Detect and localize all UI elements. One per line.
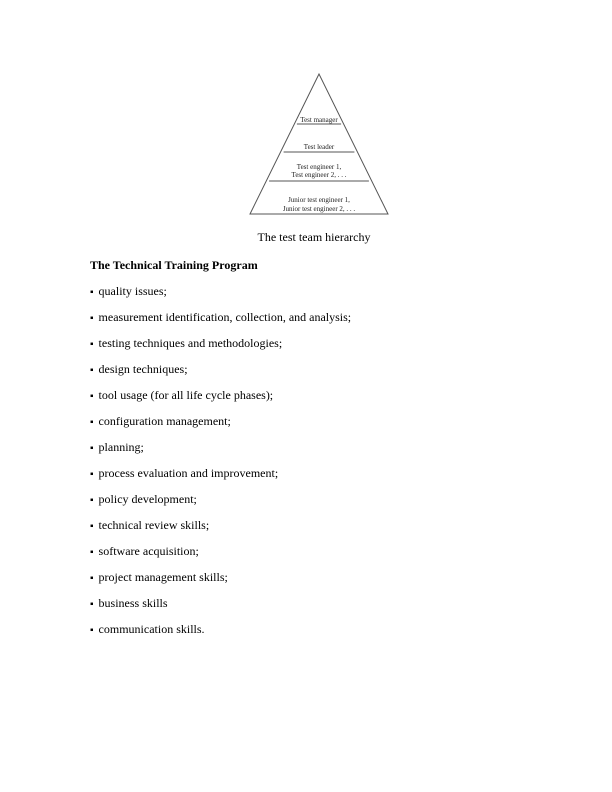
list-item-text: testing techniques and methodologies;: [98, 336, 283, 350]
bullet-icon: ▪: [90, 625, 94, 636]
list-item: [90, 465, 351, 491]
bullet-icon: ▪: [90, 521, 94, 532]
list-item: [90, 595, 351, 621]
bullet-icon: ▪: [90, 417, 94, 428]
bullet-icon: ▪: [90, 573, 94, 584]
list-item: [90, 517, 351, 543]
bullet-icon: ▪: [90, 547, 94, 558]
level-junior-engineer-line-2: Junior test engineer 2, . . .: [282, 205, 356, 213]
bullet-icon: ▪: [90, 495, 94, 506]
list-item-text: quality issues;: [98, 284, 167, 298]
list-item-text: technical review skills;: [98, 518, 210, 532]
list-item-text: configuration management;: [98, 414, 231, 428]
figure-caption: The test team hierarchy: [257, 230, 371, 244]
list-item-text: measurement identification, collection, and analysis;: [98, 310, 352, 324]
list-item-text: planning;: [98, 440, 144, 454]
list-item-text: software acquisition;: [98, 544, 199, 558]
team-hierarchy-pyramid: [247, 72, 391, 217]
pyramid-diagram: [247, 72, 391, 217]
list-item-text: design techniques;: [98, 362, 188, 376]
bullet-icon: ▪: [90, 443, 94, 454]
list-item-text: project management skills;: [98, 570, 228, 584]
list-item: [90, 283, 351, 309]
section-heading: The Technical Training Program: [90, 258, 258, 272]
list-item: [90, 361, 351, 387]
level-test-engineer-line-1: Test engineer 1,: [296, 163, 342, 171]
list-item-text: policy development;: [98, 492, 197, 506]
list-item: [90, 309, 351, 335]
level-junior-engineer-line-1: Junior test engineer 1,: [288, 196, 350, 204]
level-test-leader-label: Test leader: [303, 143, 335, 151]
level-test-manager-label: Test manager: [300, 116, 338, 124]
list-item-text: process evaluation and improvement;: [98, 466, 279, 480]
bullet-icon: ▪: [90, 339, 94, 350]
list-item-text: communication skills.: [98, 622, 205, 636]
bullet-icon: ▪: [90, 313, 94, 324]
list-item-text: tool usage (for all life cycle phases);: [98, 388, 274, 402]
bullet-icon: ▪: [90, 599, 94, 610]
list-item: [90, 439, 351, 465]
bullet-icon: ▪: [90, 391, 94, 402]
list-item: [90, 413, 351, 439]
list-item: [90, 621, 351, 647]
level-test-engineer-line-2: Test engineer 2, . . .: [291, 171, 347, 179]
bullet-icon: ▪: [90, 287, 94, 298]
list-item: [90, 569, 351, 595]
list-item: [90, 387, 351, 413]
list-item-text: business skills: [98, 596, 168, 610]
bullet-icon: ▪: [90, 365, 94, 376]
list-item: [90, 491, 351, 517]
training-topics-list: [90, 283, 351, 647]
list-item: [90, 543, 351, 569]
list-item: [90, 335, 351, 361]
bullet-icon: ▪: [90, 469, 94, 480]
